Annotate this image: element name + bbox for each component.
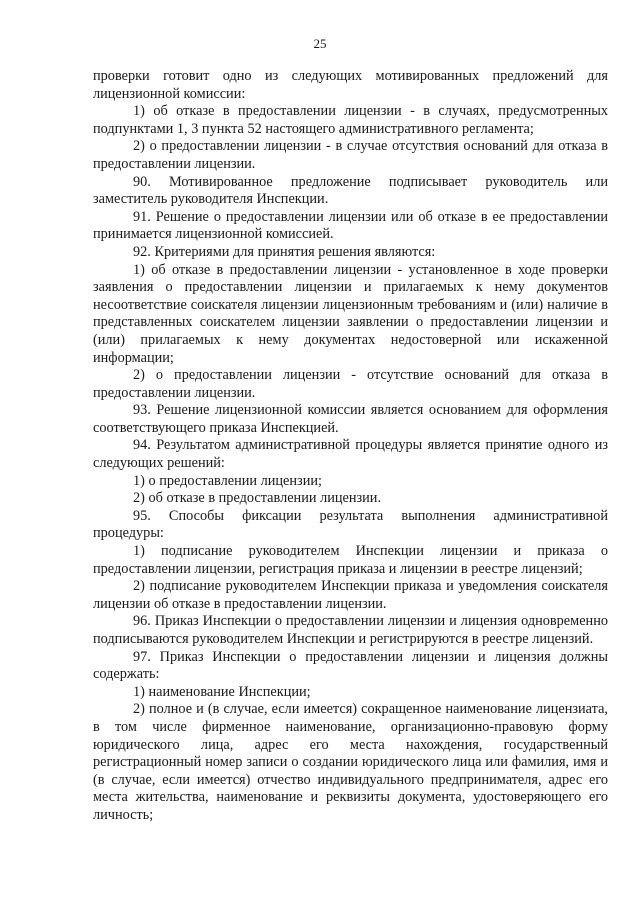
document-body [93, 68, 608, 825]
paragraph: 90. Мотивированное предложение подписывает руководитель или заместитель руководителя Инспекции. [93, 173, 608, 208]
paragraph: 97. Приказ Инспекции о предоставлении лицензии и лицензия должны содержать: [93, 648, 608, 683]
paragraph: проверки готовит одно из следующих мотивированных предложений для лицензионной комиссии: [93, 68, 608, 102]
paragraph: 1) об отказе в предоставлении лицензии - в случаях, предусмотренных подпунктами 1, 3 пункта 52 настоящего административного регламента; [93, 103, 608, 137]
paragraph: 96. Приказ Инспекции о предоставлении лицензии и лицензия одновременно подписываются руководителем Инспекции и регистрируются в реестре лицензий. [93, 613, 608, 647]
paragraph: 91. Решение о предоставлении лицензии или об отказе в ее предоставлении принимается лицензионной комиссией. [93, 208, 608, 243]
paragraph: 92. Критериями для принятия решения являются: [133, 243, 436, 260]
paragraph: 1) об отказе в предоставлении лицензии - установленное в ходе проверки заявления о предоставлении лицензии и прилагаемых к нему документов несоответствие соискателя лицензии лицензионным требованиям и (или) наличие в представленных соискателем лицензии заявлении о предоставлении лицензии и (или) прилагаемых к нему документах недостоверной или искаженной информации; [93, 261, 608, 366]
paragraph: 1) подписание руководителем Инспекции лицензии и приказа о предоставлении лицензии, регистрация приказа и лицензии в реестре лицензий; [93, 543, 608, 577]
paragraph: 93. Решение лицензионной комиссии является основанием для оформления соответствующего приказа Инспекцией. [93, 402, 608, 436]
paragraph: 95. Способы фиксации результата выполнения административной процедуры: [93, 507, 608, 542]
paragraph: 1) о предоставлении лицензии; [133, 472, 322, 489]
paragraph: 2) о предоставлении лицензии - в случае отсутствия оснований для отказа в предоставлении лицензии. [93, 138, 608, 172]
paragraph: 2) о предоставлении лицензии - отсутствие оснований для отказа в предоставлении лицензии. [93, 367, 608, 401]
page-number: 25 [313, 36, 327, 51]
paragraph: 2) об отказе в предоставлении лицензии. [133, 490, 382, 507]
paragraph: 2) подписание руководителем Инспекции приказа и уведомления соискателя лицензии об отказе в предоставлении лицензии. [93, 578, 608, 612]
paragraph: 94. Результатом административной процедуры является принятие одного из следующих решений: [93, 437, 608, 472]
paragraph: 1) наименование Инспекции; [133, 683, 311, 700]
paragraph: 2) полное и (в случае, если имеется) сокращенное наименование лицензиата, в том числе фирменное наименование, организационно-правовую форму юридического лица, адрес его места нахождения, государственный регистрационный номер записи о создании юридического лица или фамилия, имя и (в случае, если имеется) отчество индивидуального предпринимателя, адрес его места жительства, наименование и реквизиты документа, удостоверяющего его личность; [93, 701, 608, 823]
